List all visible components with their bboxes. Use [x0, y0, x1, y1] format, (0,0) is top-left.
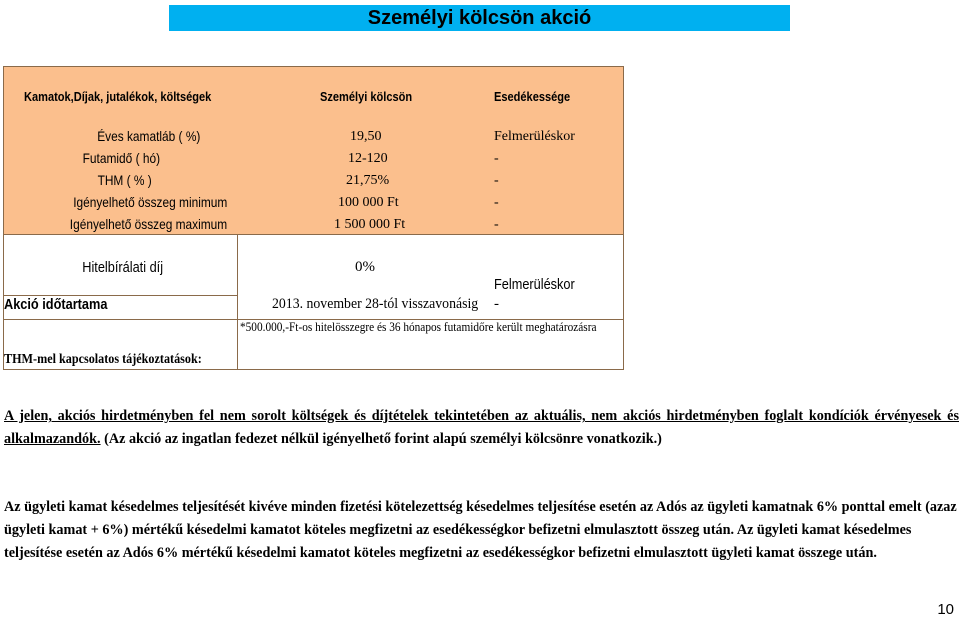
row-value: 19,50	[350, 129, 382, 144]
row-due: Felmerüléskor	[494, 129, 575, 144]
fee-due: Felmerüléskor	[494, 276, 575, 293]
paragraph-conditions	[4, 405, 959, 451]
fee-label: Hitelbírálati díj	[82, 259, 163, 276]
header-due: Esedékessége	[494, 89, 571, 104]
header-personal-loan: Személyi kölcsön	[320, 89, 413, 104]
action-value: 2013. november 28-tól visszavonásig	[272, 296, 479, 312]
row-label: Igényelhető összeg maximum	[69, 216, 227, 232]
row-value: 100 000 Ft	[338, 195, 399, 210]
header-costs: Kamatok,Díjak, jutalékok, költségek	[24, 89, 212, 104]
row-label: Igényelhető összeg minimum	[72, 194, 227, 210]
row-due: -	[494, 173, 499, 188]
thm-label: THM-mel kapcsolatos tájékoztatások:	[4, 351, 202, 366]
row-due: -	[494, 217, 499, 232]
row-due: -	[494, 195, 499, 210]
row-label: THM ( % )	[97, 172, 152, 188]
thm-note: *500.000,-Ft-os hitelösszegre és 36 hónapos futamidőre került meghatározásra	[240, 319, 597, 334]
conditions-note: (Az akció az ingatlan fedezet nélkül igényelhető forint alapú személyi kölcsönre vonatkozik.)	[100, 431, 662, 447]
row-label: Futamidő ( hó)	[82, 150, 160, 166]
row-value: 1 500 000 Ft	[334, 217, 406, 232]
row-due: -	[494, 151, 499, 166]
paragraph-late-interest: Az ügyleti kamat késedelmes teljesítését kivéve minden fizetési kötelezettség késedelmes teljesítése esetén az Adós az ügyleti kamatnak 6% ponttal emelt (azaz ügyleti kamat + 6%) mértékű késedelmi kamatot köteles megfizetni az esedékességkor befizetni elmulasztott összeg után. Az ügyleti kamat késedelmes teljesítése esetén az Adós 6% mértékű késedelmi kamatot köteles megfizetni az esedékességkor befizetni elmulasztott ügyleti kamat összege után.	[4, 499, 957, 561]
fee-value: 0%	[355, 259, 375, 275]
action-due: -	[494, 296, 499, 312]
page-title: Személyi kölcsön akció	[169, 5, 790, 31]
row-label: Éves kamatláb ( %)	[96, 128, 200, 144]
conditions-underlined: A jelen, akciós hirdetményben fel nem sorolt költségek és díjtételek tekintetében az aktuális, nem akciós hirdetményben foglalt kondíciók érvényesek és alkalmazandók.	[4, 408, 959, 447]
table-divider	[237, 235, 238, 370]
row-value: 21,75%	[346, 173, 390, 188]
action-label: Akció időtartama	[4, 296, 108, 313]
page-number: 10	[937, 601, 954, 618]
row-value: 12-120	[348, 151, 388, 166]
